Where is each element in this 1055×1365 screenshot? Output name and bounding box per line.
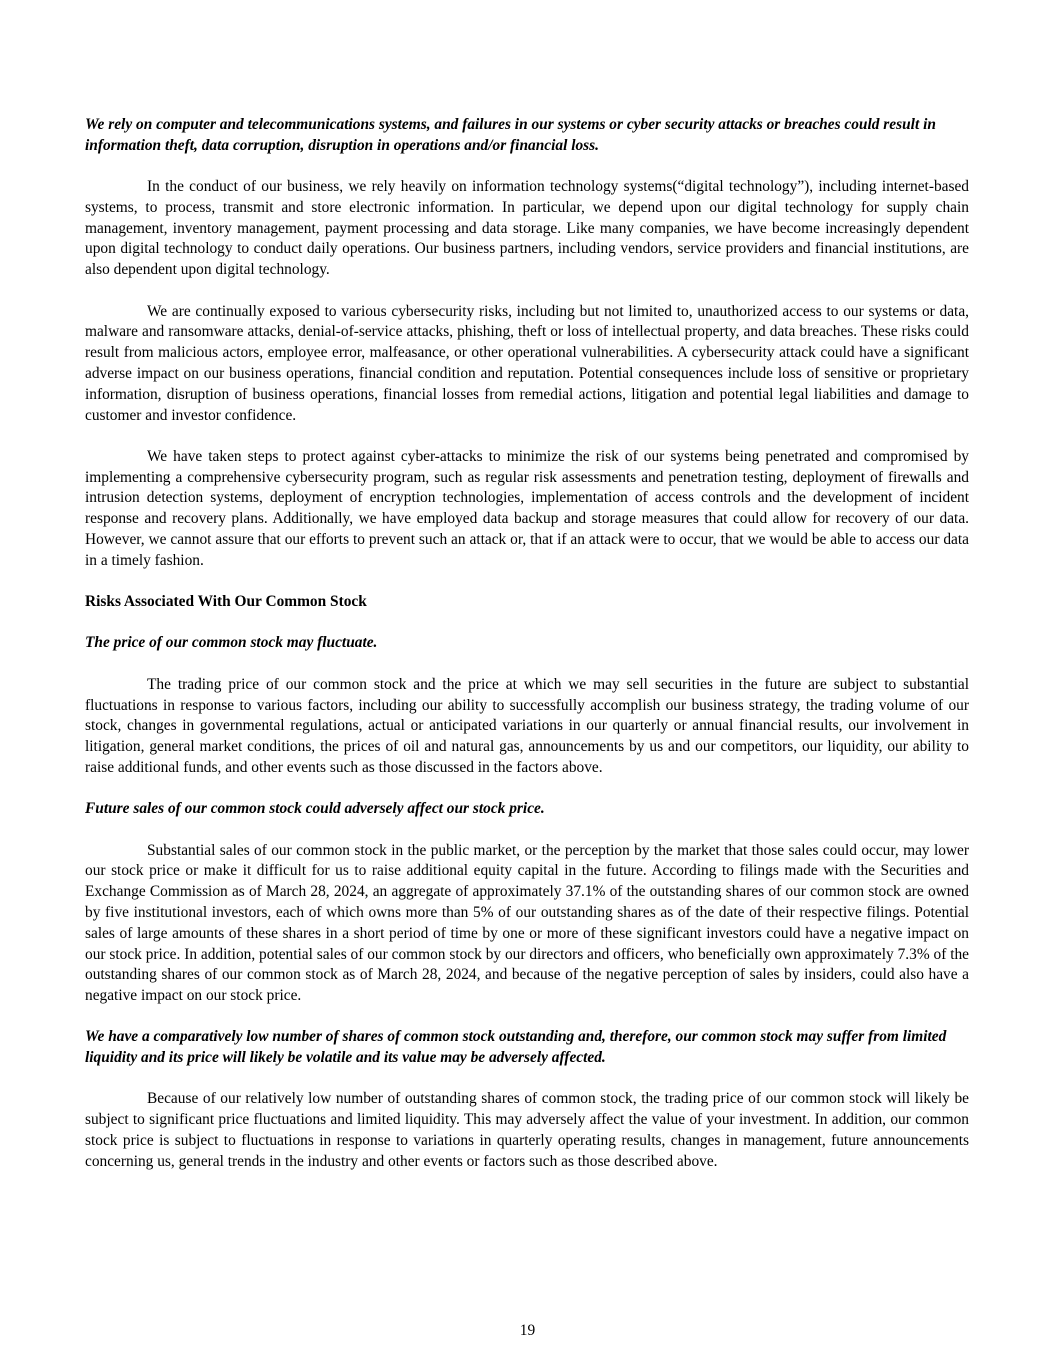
risk-heading-cybersecurity: We rely on computer and telecommunications systems, and failures in our systems or cyber security attacks or breaches could result in information theft, data corruption, disruption in operations and/or financial loss. <box>85 116 936 154</box>
paragraph-cyber-risks: We are continually exposed to various cybersecurity risks, including but not limited to, unauthorized access to our systems or data, malware and ransomware attacks, denial-of-service attacks, phishing, theft or loss of intellectual property, and data breaches. These risks could result from malicious actors, employee error, malfeasance, or other operational vulnerabilities. A cybersecurity attack could have a significant adverse impact on our business operations, financial condition and reputation. Potential consequences include loss of sensitive or proprietary information, disruption of business operations, financial losses from remedial actions, litigation and potential legal liabilities and damage to customer and investor confidence. <box>85 302 969 424</box>
page-number: 19 <box>519 1322 536 1339</box>
section-heading-common-stock: Risks Associated With Our Common Stock <box>85 593 367 611</box>
risk-heading-future-sales: Future sales of our common stock could adversely affect our stock price. <box>85 800 545 818</box>
risk-heading-price-fluctuate: The price of our common stock may fluctuate. <box>85 634 378 652</box>
risk-heading-low-shares: We have a comparatively low number of shares of common stock outstanding and, therefore, our common stock may suffer from limited liquidity and its price will likely be volatile and its value may be adversely affected. <box>85 1028 947 1067</box>
paragraph-price-fluctuations: The trading price of our common stock and the price at which we may sell securities in the future are subject to substantial fluctuations in response to various factors, including our ability to successfully accomplish our business strategy, the trading volume of our stock, changes in governmental regulations, actual or anticipated variations in our quarterly or annual financial results, our involvement in litigation, general market conditions, the prices of oil and natural gas, announcements by us and our competitors, our liquidity, our ability to raise additional funds, and other events such as those discussed in the factors above. <box>85 675 969 776</box>
document-body <box>85 115 969 1193</box>
paragraph-digital-technology: In the conduct of our business, we rely heavily on information technology systems(“digital technology”), including internet-based systems, to process, transmit and store electronic information. In particular, we depend upon our digital technology for supply chain management, inventory management, payment processing and data storage. Like many companies, we have become increasingly dependent upon digital technology to conduct daily operations. Our business partners, including vendors, service providers and financial institutions, are also dependent upon digital technology. <box>85 178 969 279</box>
paragraph-low-shares: Because of our relatively low number of outstanding shares of common stock, the trading price of our common stock will likely be subject to significant price fluctuations and limited liquidity. This may adversely affect the value of your investment. In addition, our common stock price is subject to fluctuations in response to variations in quarterly operating results, changes in management, future announcements concerning us, general trends in the industry and other events or factors such as those described above. <box>85 1090 969 1170</box>
paragraph-future-sales: Substantial sales of our common stock in the public market, or the perception by the market that those sales could occur, may lower our stock price or make it difficult for us to raise additional equity capital in the future. According to filings made with the Securities and Exchange Commission as of March 28, 2024, an aggregate of approximately 37.1% of the outstanding shares of our common stock are owned by five institutional investors, each of which owns more than 5% of our outstanding shares as of the date of their respective filings. Potential sales of large amounts of these shares in a short period of time by one or more of these significant investors could have a negative impact on our stock price. In addition, potential sales of our common stock by our directors and officers, who beneficially own approximately 7.3% of the outstanding shares of our common stock as of March 28, 2024, and because of the negative perception of sales by insiders, could also have a negative impact on our stock price. <box>85 841 969 1005</box>
paragraph-cyber-protection: We have taken steps to protect against cyber-attacks to minimize the risk of our systems being penetrated and compromised by implementing a comprehensive cybersecurity program, such as regular risk assessments and penetration testing, deployment of firewalls and intrusion detection systems, deployment of encryption technologies, implementation of access controls and the development of incident response and recovery plans. Additionally, we have employed data backup and storage measures that could allow for recovery of our data. However, we cannot assure that our efforts to prevent such an attack or, that if an attack were to occur, that we would be able to access our data in a timely fashion. <box>85 447 969 569</box>
